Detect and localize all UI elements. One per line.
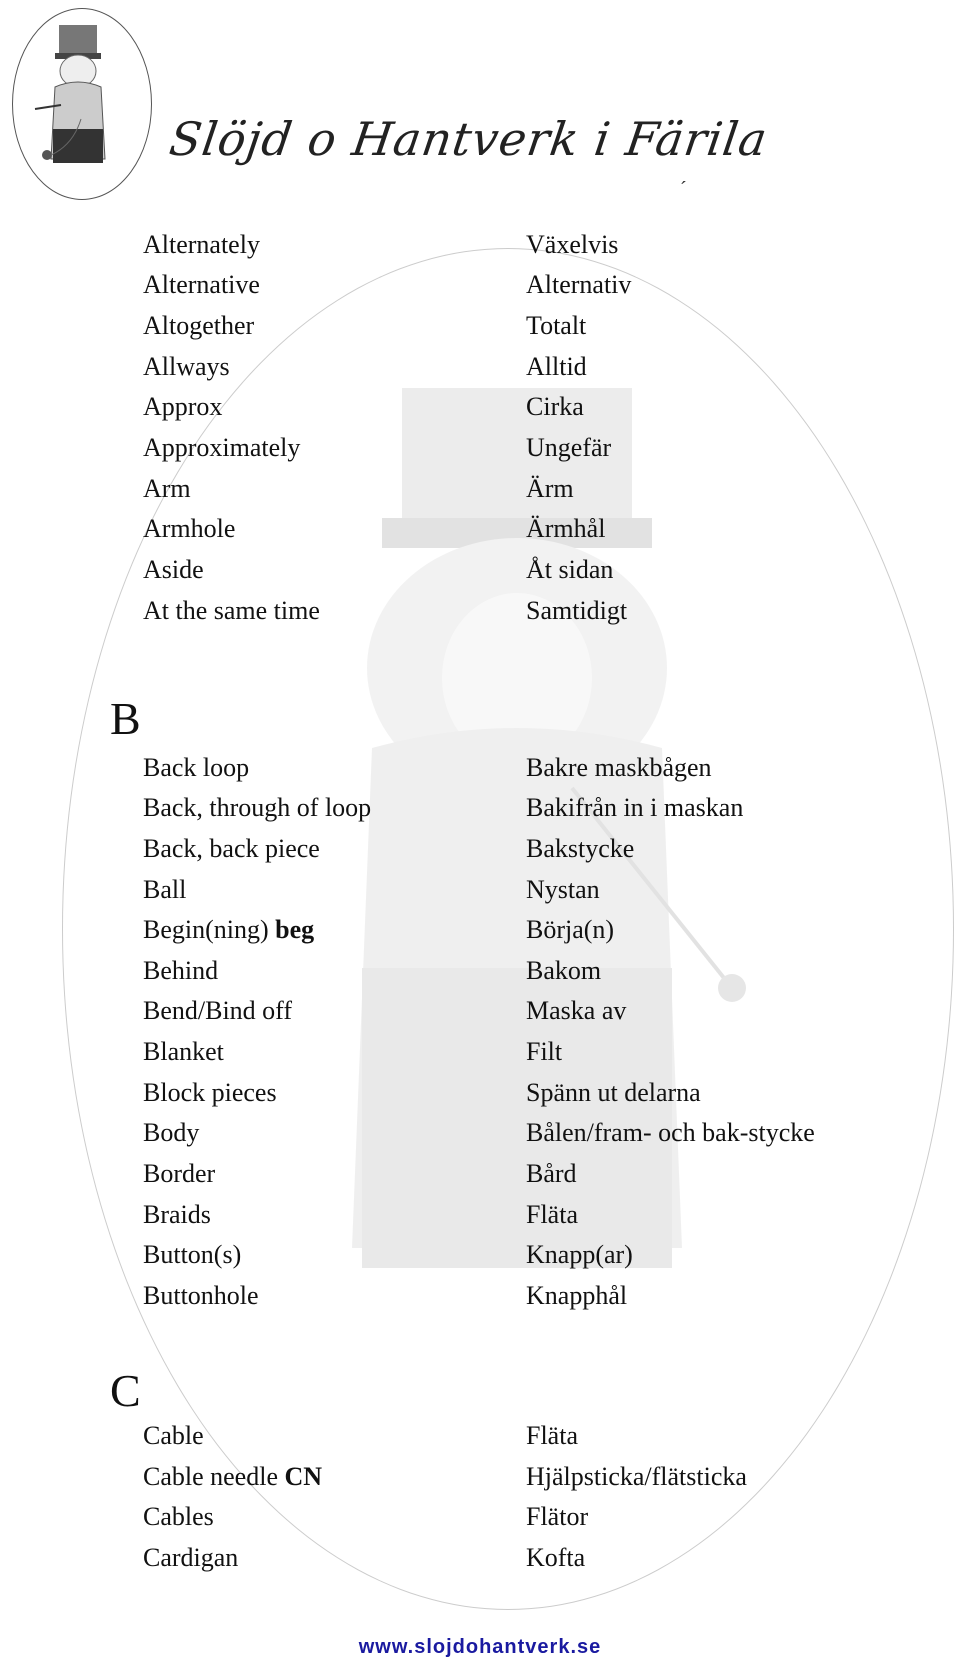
translation-cable-needle: Hjälpsticka/flätsticka [526, 1462, 747, 1491]
footer-website: www.slojdohantverk.se [358, 1636, 602, 1658]
term-at-the-same-time: At the same time [143, 596, 320, 625]
translation-ball: Nystan [526, 875, 600, 904]
term-cable: Cable [143, 1421, 204, 1450]
translation-blanket: Filt [526, 1037, 563, 1066]
term-body: Body [143, 1118, 200, 1147]
term-approximately: Approximately [143, 433, 301, 462]
section-letter-b: B [110, 693, 141, 744]
term-aside: Aside [143, 555, 204, 584]
translation-allways: Alltid [526, 352, 587, 381]
term-block-pieces: Block pieces [143, 1078, 277, 1107]
term-cable-needle [143, 1462, 322, 1492]
term-arm: Arm [143, 474, 191, 503]
term-cables: Cables [143, 1502, 214, 1531]
term-altogether: Altogether [143, 311, 255, 340]
term-braids: Braids [143, 1200, 211, 1229]
translation-back-loop: Bakre maskbågen [526, 753, 712, 782]
translation-behind: Bakom [526, 956, 602, 985]
section-letter-c: C [110, 1365, 141, 1416]
translation-body: Bålen/fram- och bak-stycke [526, 1118, 815, 1147]
translation-cable: Fläta [526, 1421, 578, 1450]
translation-arm: Ärm [526, 474, 574, 503]
term-beginning [143, 915, 314, 945]
term-behind: Behind [143, 956, 219, 985]
abbr-beg: beg [275, 915, 315, 944]
term-back-back-piece: Back, back piece [143, 834, 320, 863]
term-buttons: Button(s) [143, 1240, 242, 1269]
term-bend-bind-off: Bend/Bind off [143, 996, 293, 1025]
translation-beginning: Börja(n) [526, 915, 615, 944]
translation-back-through-of-loop: Bakifrån in i maskan [526, 793, 744, 822]
translation-buttonhole: Knapphål [526, 1281, 628, 1310]
abbr-cn: CN [284, 1462, 323, 1491]
term-alternately: Alternately [143, 230, 260, 259]
term-buttonhole: Buttonhole [143, 1281, 259, 1310]
term-beginning-text: Begin(ning) [143, 915, 269, 944]
term-border: Border [143, 1159, 216, 1188]
translation-armhole: Ärmhål [526, 514, 606, 543]
translation-buttons: Knapp(ar) [526, 1240, 633, 1269]
translation-at-the-same-time: Samtidigt [526, 596, 628, 625]
translation-aside: Åt sidan [526, 555, 614, 584]
translation-bend-bind-off: Maska av [526, 996, 627, 1025]
translation-border: Bård [526, 1159, 577, 1188]
term-cable-needle-text: Cable needle [143, 1462, 278, 1491]
translation-alternately: Växelvis [526, 230, 619, 259]
translation-back-back-piece: Bakstycke [526, 834, 635, 863]
term-allways: Allways [143, 352, 230, 381]
term-blanket: Blanket [143, 1037, 224, 1066]
translation-approximately: Ungefär [526, 433, 612, 462]
term-armhole: Armhole [143, 514, 236, 543]
logo-oval [12, 8, 152, 200]
translation-cables: Flätor [526, 1502, 589, 1531]
term-approx: Approx [143, 392, 223, 421]
term-alternative: Alternative [143, 270, 260, 299]
translation-block-pieces: Spänn ut delarna [526, 1078, 701, 1107]
translation-alternative: Alternativ [526, 270, 632, 299]
doll-logo-icon [13, 9, 151, 199]
translation-braids: Fläta [526, 1200, 578, 1229]
stray-mark: ´ [680, 178, 687, 200]
term-back-loop: Back loop [143, 753, 250, 782]
term-back-through-of-loop: Back, through of loop [143, 793, 372, 822]
term-cardigan: Cardigan [143, 1543, 239, 1572]
brand-title: Slöjd o Hantverk i Färila [166, 112, 772, 166]
translation-cardigan: Kofta [526, 1543, 586, 1572]
term-ball: Ball [143, 875, 187, 904]
translation-altogether: Totalt [526, 311, 587, 340]
translation-approx: Cirka [526, 392, 584, 421]
